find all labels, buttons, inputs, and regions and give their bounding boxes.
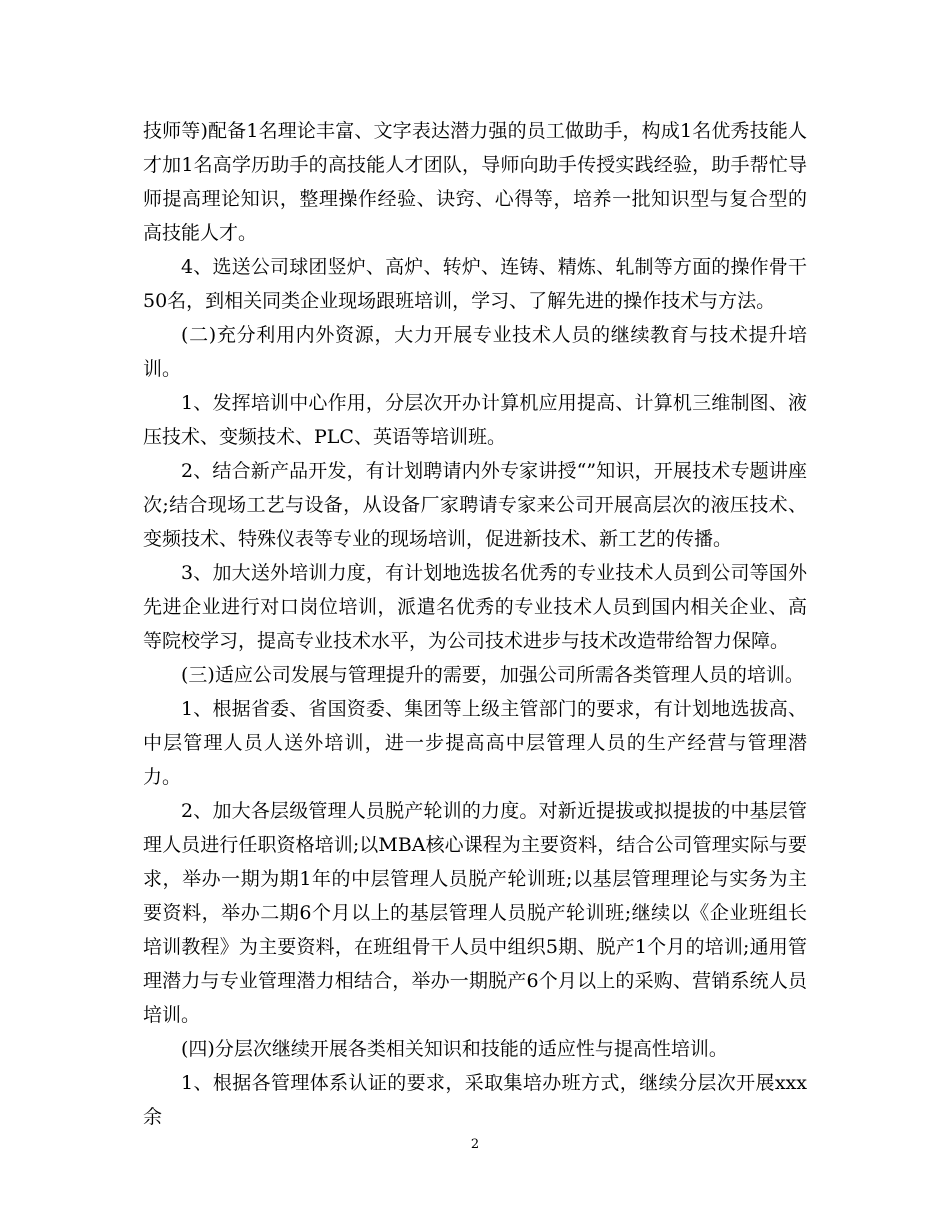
- paragraph-item-2: 2、结合新产品开发，有计划聘请内外专家讲授“”知识，开展技术专题讲座次;结合现场工艺与设备，从设备厂家聘请专家来公司开展高层次的液压技术、变频技术、特殊仪表等专业的现场培训，促进新技术、新工艺的传播。: [143, 460, 807, 550]
- paragraph-item-4: 4、选送公司球团竖炉、高炉、转炉、连铸、精炼、轧制等方面的操作骨干50名，到相关同类企业现场跟班培训，学习、了解先进的操作技术与方法。: [143, 256, 807, 312]
- page-number: 2: [470, 1137, 480, 1152]
- paragraph-item-3: 3、加大送外培训力度，有计划地选拔名优秀的专业技术人员到公司等国外先进企业进行对口岗位培训，派遣名优秀的专业技术人员到国内相关企业、高等院校学习，提高专业技术水平，为公司技术进步与技术改造带给智力保障。: [143, 562, 807, 652]
- paragraph-item-2: 2、加大各层级管理人员脱产轮训的力度。对新近提拔或拟提拔的中基层管理人员进行任职资格培训;以MBA核心课程为主要资料，结合公司管理实际与要求，举办一期为期1年的中层管理人员脱产轮训班;以基层管理理论与实务为主要资料，举办二期6个月以上的基层管理人员脱产轮训班;继续以《企业班组长培训教程》为主要资料，在班组骨干人员中组织5期、脱产1个月的培训;通用管理潜力与专业管理潜力相结合，举办一期脱产6个月以上的采购、营销系统人员培训。: [143, 800, 807, 1026]
- section-heading-2: (二)充分利用内外资源，大力开展专业技术人员的继续教育与技术提升培训。: [143, 324, 807, 380]
- paragraph-continuation: 技师等)配备1名理论丰富、文字表达潜力强的员工做助手，构成1名优秀技能人才加1名高学历助手的高技能人才团队，导师向助手传授实践经验，助手帮忙导师提高理论知识，整理操作经验、诀窍、心得等，培养一批知识型与复合型的高技能人才。: [143, 120, 807, 244]
- section-heading-3: (三)适应公司发展与管理提升的需要，加强公司所需各类管理人员的培训。: [181, 664, 804, 686]
- section-heading-4: (四)分层次继续开展各类相关知识和技能的适应性与提高性培训。: [181, 1038, 728, 1060]
- document-body: [143, 114, 807, 1134]
- paragraph-item-1: 1、根据各管理体系认证的要求，采取集培办班方式，继续分层次开展xxx余: [143, 1072, 807, 1128]
- paragraph-item-1: 1、根据省委、省国资委、集团等上级主管部门的要求，有计划地选拔高、中层管理人员人送外培训，进一步提高高中层管理人员的生产经营与管理潜力。: [143, 698, 807, 788]
- paragraph-item-1: 1、发挥培训中心作用，分层次开办计算机应用提高、计算机三维制图、液压技术、变频技术、PLC、英语等培训班。: [143, 392, 807, 448]
